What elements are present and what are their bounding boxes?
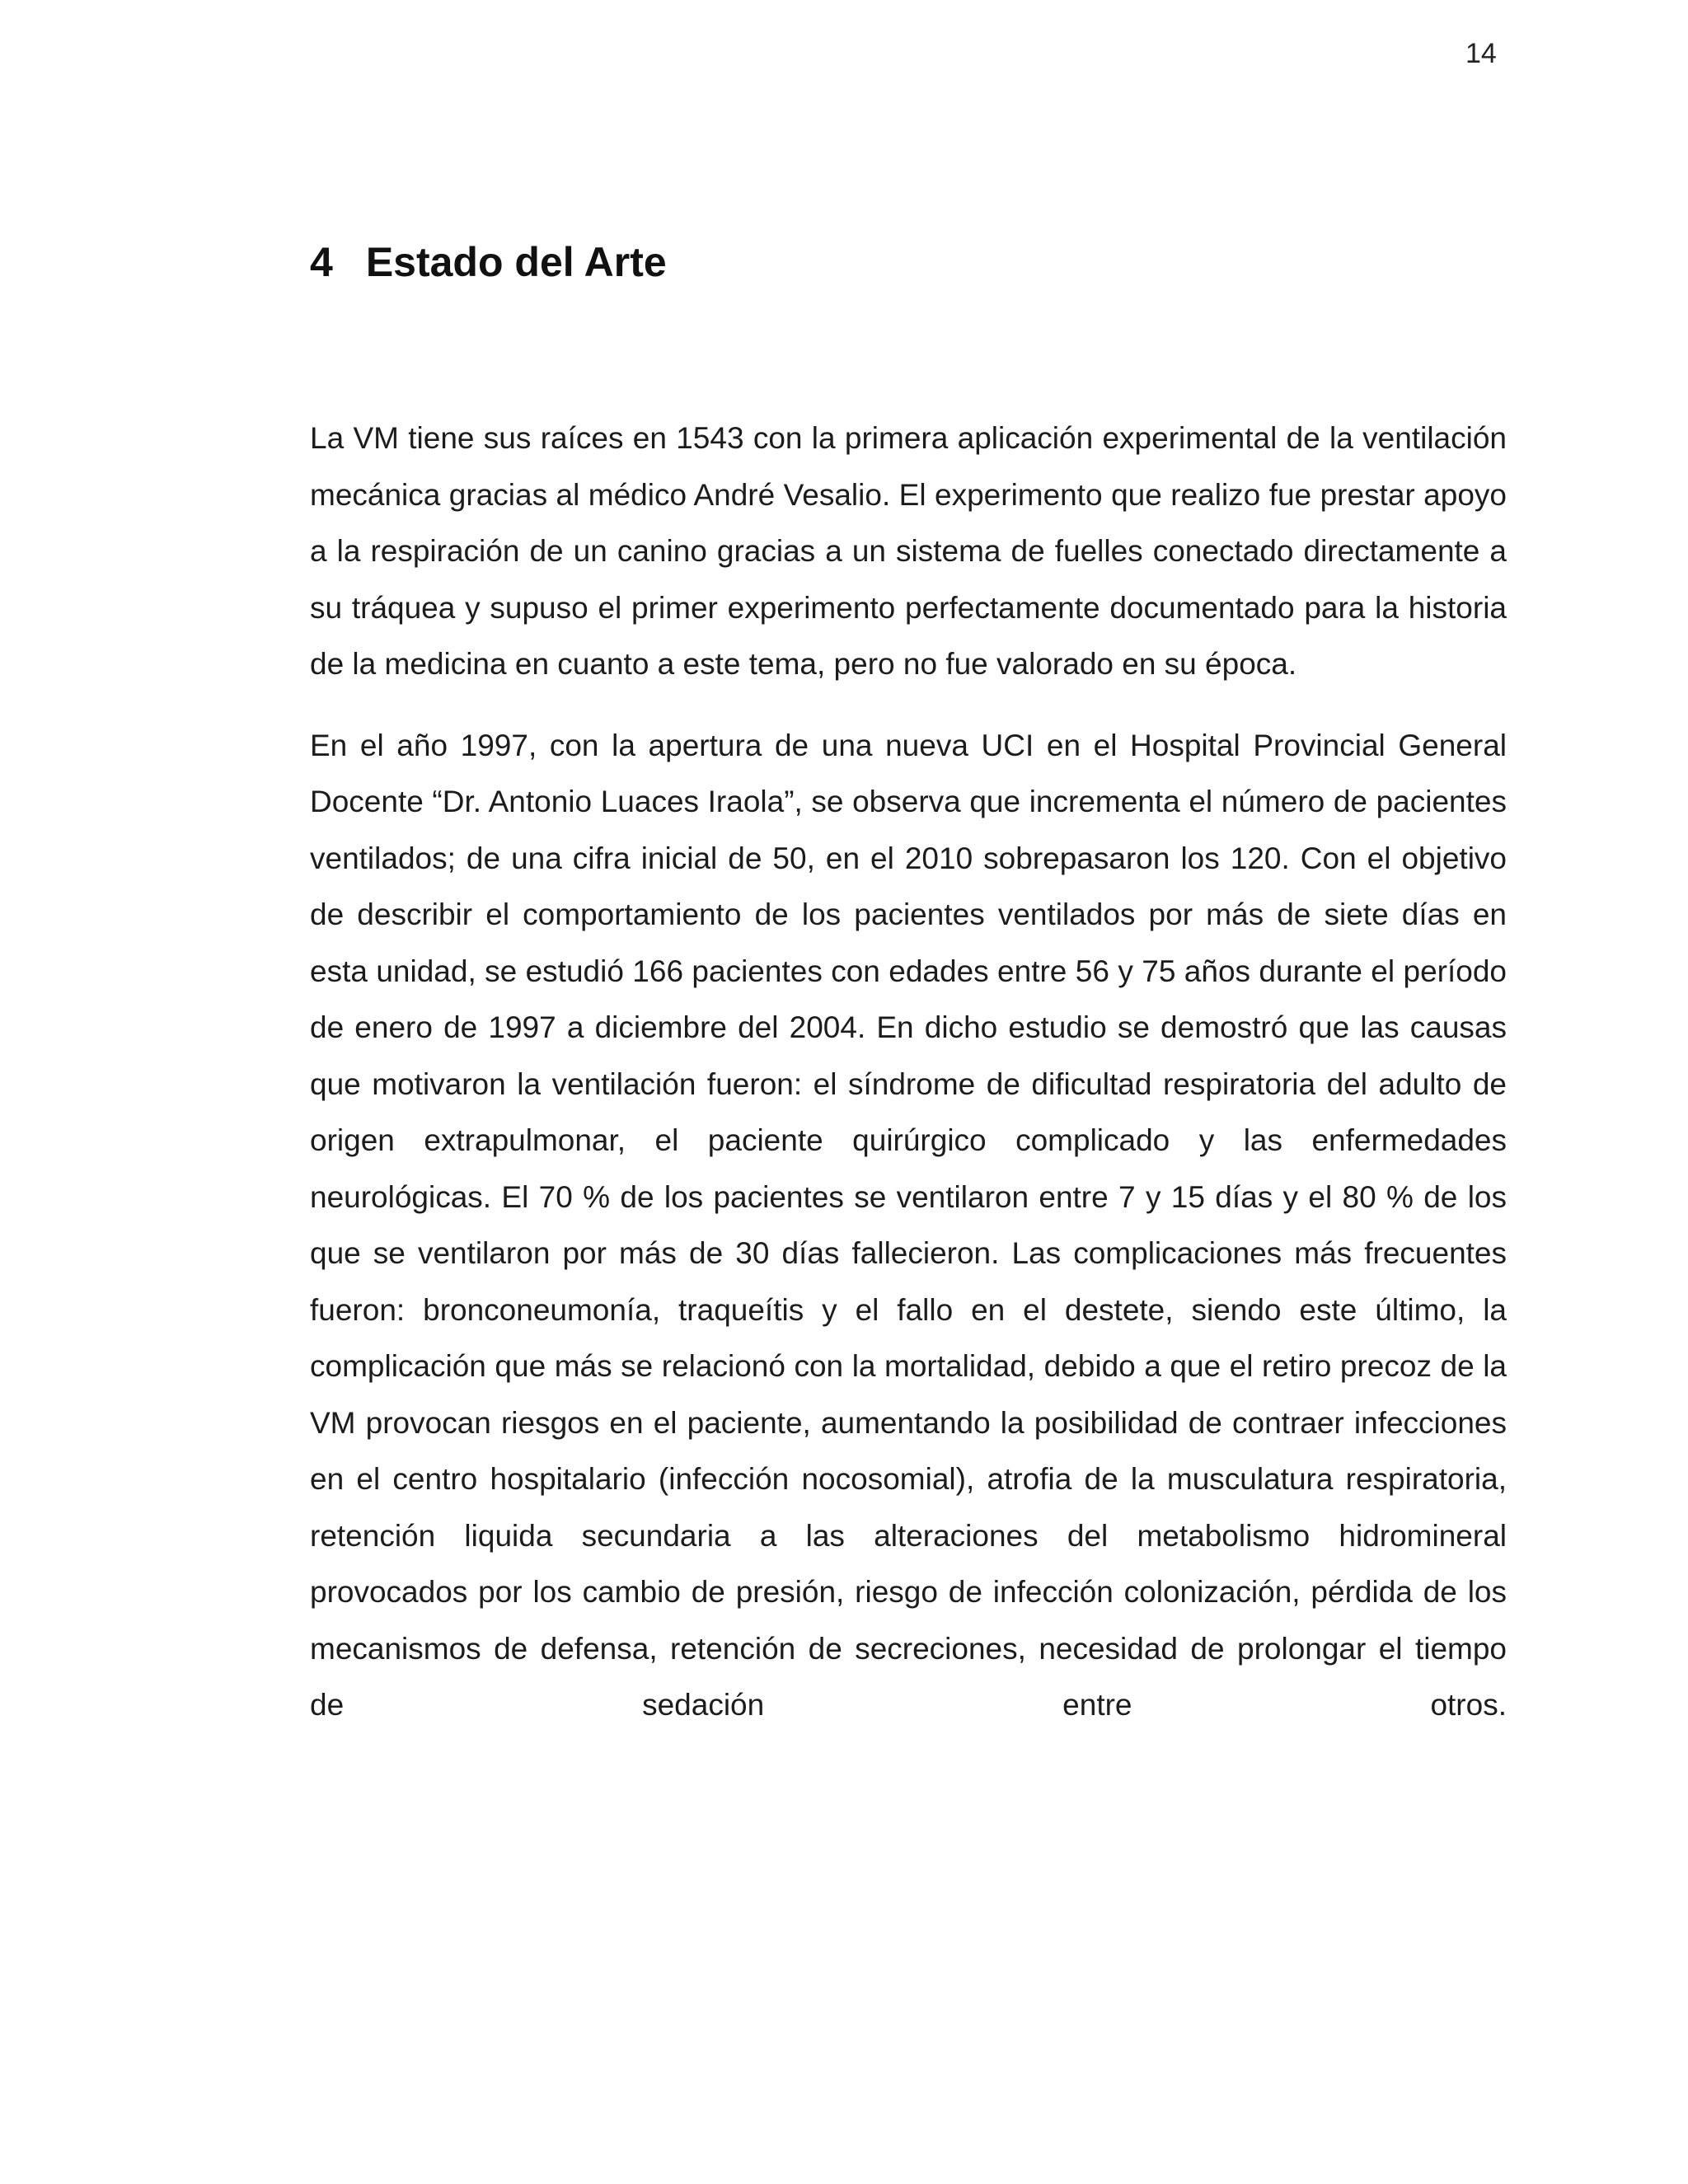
paragraph-study: En el año 1997, con la apertura de una nueva UCI en el Hospital Provincial General Docente “Dr. Antonio Luaces Iraola”, se observa que incrementa el número de pacientes ventilados; de una cifra inicial de 50, en el 2010 sobrepasaron los 120. Con el objetivo de describir el comportamiento de los pacientes ventilados por más de siete días en esta unidad, se estudió 166 pacientes con edades entre 56 y 75 años durante el período de enero de 1997 a diciembre del 2004. En dicho estudio se demostró que las causas que motivaron la ventilación fueron: el síndrome de dificultad respiratoria del adulto de origen extrapulmonar, el paciente quirúrgico complicado y las enfermedades neurológicas. El 70 % de los pacientes se ventilaron entre 7 y 15 días y el 80 % de los que se ventilaron por más de 30 días fallecieron. Las complicaciones más frecuentes fueron: bronconeumonía, traqueítis y el fallo en el destete, siendo este último, la complicación que más se relacionó con la mortalidad, debido a que el retiro precoz de la VM provocan riesgos en el paciente, aumentando la posibilidad de contraer infecciones en el centro hospitalario (infección nocosomial), atrofia de la musculatura respiratoria, retención liquida secundaria a las alteraciones del metabolismo hidromineral provocados por los cambio de presión, riesgo de infección colonización, pérdida de los mecanismos de defensa, retención de secreciones, necesidad de prolongar el tiempo de sedación entre otros.: [310, 728, 1507, 1722]
page-number: 14: [1465, 38, 1497, 69]
body-text: [310, 410, 1507, 1734]
section-title: Estado del Arte: [365, 239, 667, 285]
section-number: 4: [310, 239, 333, 285]
section-heading: [310, 237, 667, 287]
paragraph-history: La VM tiene sus raíces en 1543 con la primera aplicación experimental de la ventilación mecánica gracias al médico André Vesalio. El experimento que realizo fue prestar apoyo a la respiración de un canino gracias a un sistema de fuelles conectado directamente a su tráquea y supuso el primer experimento perfectamente documentado para la historia de la medicina en cuanto a este tema, pero no fue valorado en su época.: [310, 421, 1507, 681]
